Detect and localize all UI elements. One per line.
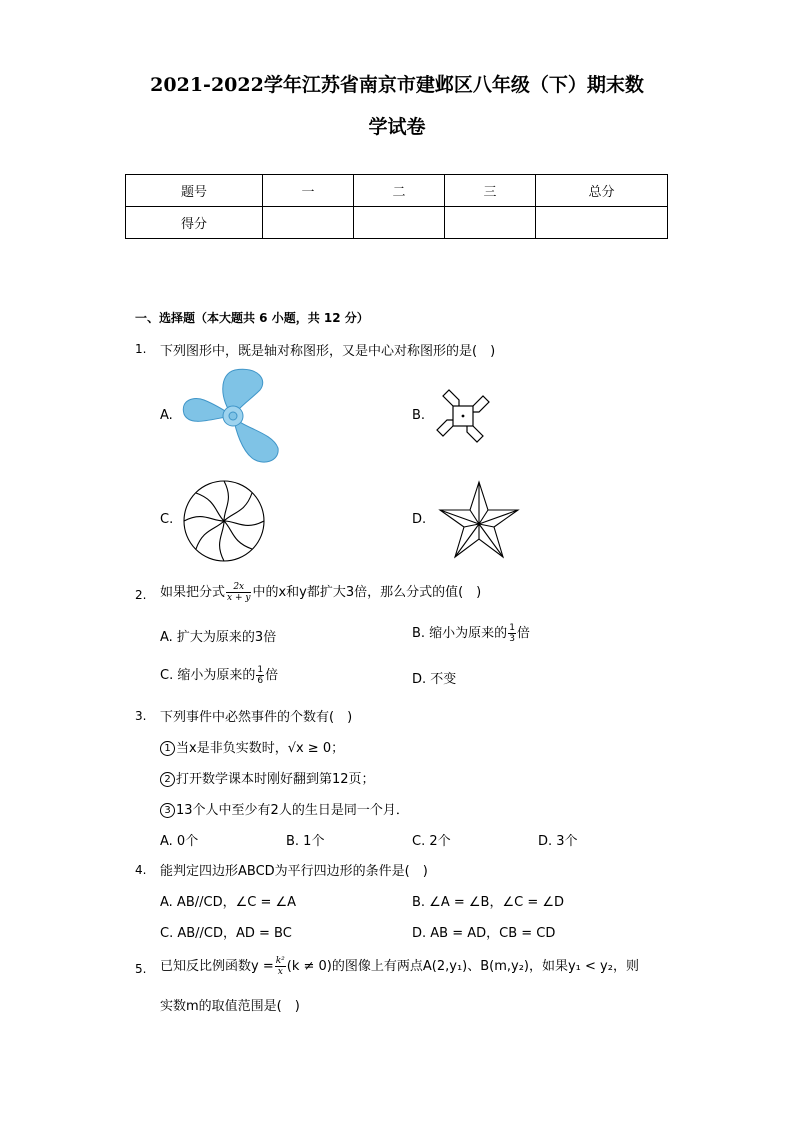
q2-option-d[interactable]: D. 不变 xyxy=(412,672,457,687)
q3-statement-1 xyxy=(160,737,344,756)
q2-fraction-denominator: x + y xyxy=(227,593,251,603)
q3-statement-3 xyxy=(160,799,409,818)
question-5-text xyxy=(160,950,639,984)
score-table-header-row xyxy=(126,175,668,207)
q3-statement-1-text: 当x是非负实数时，√x ≥ 0； xyxy=(176,741,345,756)
q4-option-a[interactable]: A. AB//CD，∠C = ∠A xyxy=(160,895,297,910)
score-header-cell: 一 xyxy=(263,175,354,207)
question-4-text: 能判定四边形ABCD为平行四边形的条件是( ) xyxy=(160,864,428,879)
question-number: 4. xyxy=(135,863,147,877)
q5-fraction-numerator: k² xyxy=(275,956,285,966)
q2-option-b[interactable] xyxy=(412,620,530,648)
q5-text-post: (k ≠ 0)的图像上有两点A(2,y₁)、B(m,y₂)，如果y₁ < y₂，则 xyxy=(286,959,639,974)
question-5-text-line2: 实数m的取值范围是( ) xyxy=(160,999,300,1014)
question-2-text xyxy=(160,578,481,608)
q2-fraction xyxy=(226,582,251,603)
q2-option-b-pre: B. 缩小为原来的 xyxy=(412,626,508,641)
question-1-text: 下列图形中，既是轴对称图形，又是中心对称图形的是( ) xyxy=(160,344,496,359)
circled-number-1: 1 xyxy=(160,741,175,756)
q3-statement-2 xyxy=(160,768,375,787)
q1-option-c-label[interactable]: C. xyxy=(160,512,174,527)
q2-fraction-numerator: 2x xyxy=(226,582,251,593)
q2-option-c-pre: C. 缩小为原来的 xyxy=(160,668,256,683)
score-table-score-row xyxy=(126,207,668,239)
score-header-cell: 三 xyxy=(445,175,536,207)
section-heading-choice: 一、选择题（本大题共 6 小题，共 12 分） xyxy=(135,311,369,325)
q2-text-post: 中的x和y都扩大3倍，那么分式的值( ) xyxy=(252,585,482,600)
score-table xyxy=(125,174,668,239)
circle-pinwheel-figure-icon xyxy=(180,480,268,562)
q4-option-c[interactable]: C. AB//CD，AD = BC xyxy=(160,926,292,941)
q4-option-b[interactable]: B. ∠A = ∠B，∠C = ∠D xyxy=(412,895,565,910)
fraction-numerator: 1 xyxy=(257,665,264,675)
fraction-denominator: 3 xyxy=(509,634,515,644)
q3-statement-2-text: 打开数学课本时刚好翻到第12页； xyxy=(176,772,375,787)
q5-fraction xyxy=(275,956,286,977)
q3-statement-3-text: 13个人中至少有2人的生日是同一个月． xyxy=(176,803,409,818)
fraction-numerator: 1 xyxy=(509,623,515,633)
question-number: 3. xyxy=(135,709,147,723)
q1-option-b-label[interactable]: B. xyxy=(412,408,426,423)
q3-option-d[interactable]: D. 3个 xyxy=(538,834,578,849)
score-row-label: 得分 xyxy=(126,207,263,239)
q2-option-c[interactable] xyxy=(160,662,278,690)
star-figure-icon xyxy=(438,480,520,560)
q2-option-c-fraction xyxy=(256,665,264,686)
score-input-cell[interactable] xyxy=(536,207,668,239)
question-number: 5. xyxy=(135,962,147,976)
score-header-cell: 题号 xyxy=(126,175,263,207)
q2-text-pre: 如果把分式 xyxy=(160,585,226,600)
fraction-denominator: 6 xyxy=(257,676,264,686)
page-title-line2: 学试卷 xyxy=(368,116,426,138)
q3-option-b[interactable]: B. 1个 xyxy=(286,834,325,849)
score-input-cell[interactable] xyxy=(445,207,536,239)
q5-text-pre: 已知反比例函数y = xyxy=(160,959,274,974)
question-3-text: 下列事件中必然事件的个数有( ) xyxy=(160,710,353,725)
q5-fraction-denominator: x xyxy=(277,967,283,977)
question-number: 2. xyxy=(135,588,147,602)
score-input-cell[interactable] xyxy=(354,207,445,239)
q2-option-b-post: 倍 xyxy=(516,626,530,641)
q4-option-d[interactable]: D. AB = AD，CB = CD xyxy=(412,926,556,941)
score-header-cell: 总分 xyxy=(536,175,668,207)
q2-option-c-post: 倍 xyxy=(265,668,279,683)
score-header-cell: 二 xyxy=(354,175,445,207)
q1-option-a-label[interactable]: A. xyxy=(160,408,173,423)
q3-option-c[interactable]: C. 2个 xyxy=(412,834,451,849)
score-input-cell[interactable] xyxy=(263,207,354,239)
q2-option-b-fraction xyxy=(508,623,516,644)
circled-number-3: 3 xyxy=(160,803,175,818)
q1-option-d-label[interactable]: D. xyxy=(412,512,427,527)
fan-figure-icon xyxy=(180,366,286,466)
question-number: 1. xyxy=(135,342,147,356)
windmill-square-figure-icon xyxy=(431,384,495,448)
q2-option-a[interactable]: A. 扩大为原来的3倍 xyxy=(160,630,277,645)
page-title-line1: 2021-2022学年江苏省南京市建邺区八年级（下）期末数 xyxy=(150,74,644,96)
circled-number-2: 2 xyxy=(160,772,175,787)
q3-option-a[interactable]: A. 0个 xyxy=(160,834,199,849)
